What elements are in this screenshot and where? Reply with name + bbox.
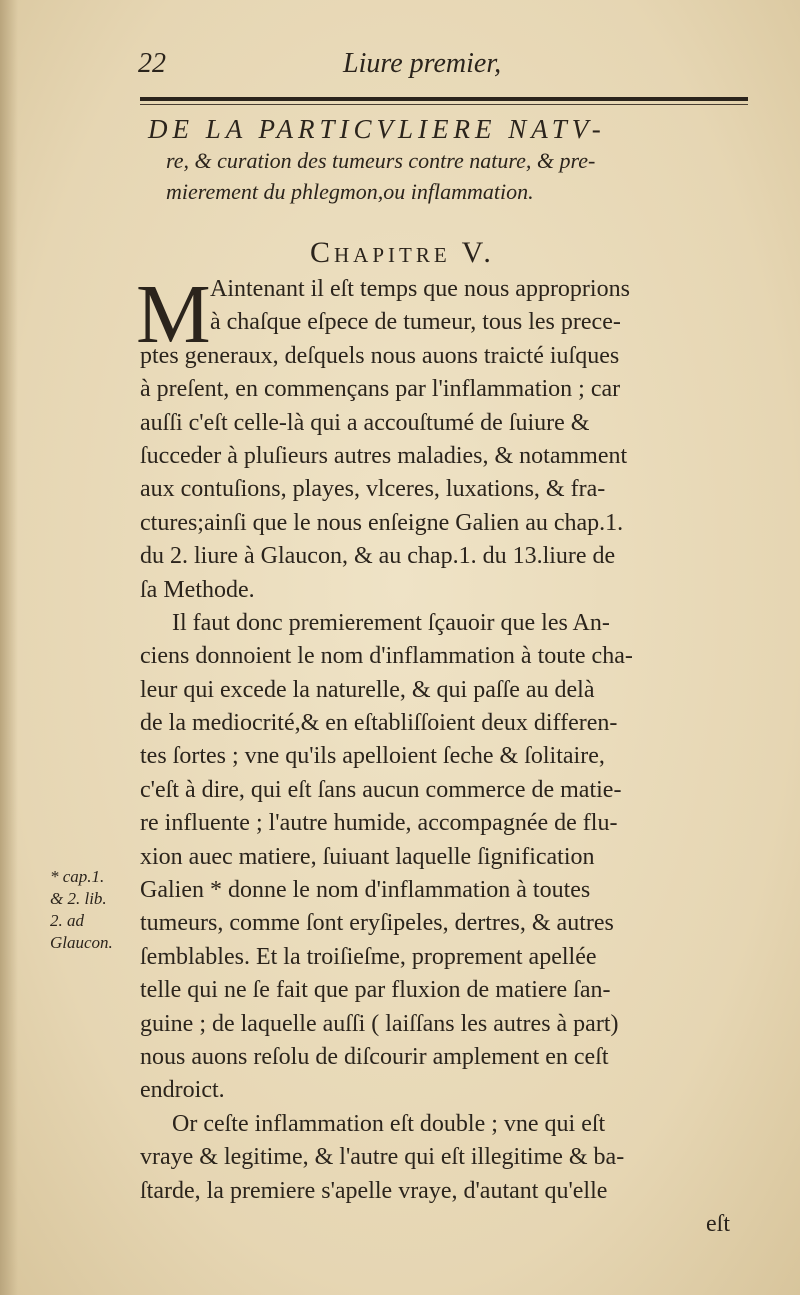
text-line: leur qui excede la naturelle, & qui paſſe au delà [140,676,595,703]
text-line: aux contuſions, playes, vlceres, luxations, & fra- [140,476,606,503]
text-line: endroict. [140,1077,225,1104]
text-line: du 2. liure à Glaucon, & au chap.1. du 13.liure de [140,543,616,570]
text-line: ctures;ainſi que le nous enſeigne Galien au chap.1. [140,509,624,536]
margin-note-line: * cap.1. [50,867,105,886]
text-line: re influente ; l'autre humide, accompagnée de flu- [140,810,618,837]
page-gutter-shadow [0,0,18,1295]
text-line: nous auons reſolu de diſcourir amplement en ceſt [140,1043,609,1070]
text-line: telle qui ne ſe fait que par fluxion de matiere ſan- [140,977,611,1004]
text-line: xion auec matiere, ſuiuant laquelle ſignification [140,843,595,870]
text-line: ſtarde, la premiere s'apelle vraye, d'autant qu'elle [140,1177,608,1204]
body-text [140,273,760,1241]
text-line: Galien * donne le nom d'inflammation à toutes [140,877,591,904]
page-number: 22 [138,48,166,79]
text-line: ſa Methode. [140,576,255,603]
text-line: vraye & legitime, & l'autre qui eſt illegitime & ba- [140,1144,625,1171]
section-title-line-2: re, & curation des tumeurs contre nature, & pre- [166,148,596,173]
section-title-line-3: mierement du phlegmon,ou inflammation. [166,179,534,204]
text-line: auſſi c'eſt celle-là qui a accouſtumé de ſuiure & [140,409,590,436]
running-head: Liure premier, [343,48,502,79]
text-line: c'eſt à dire, qui eſt ſans aucun commerce de matie- [140,776,622,803]
page-header [138,48,748,88]
header-rule [140,97,748,101]
text-line: à chaſque eſpece de tumeur, tous les prece- [210,309,621,336]
section-title [140,114,748,207]
text-line: Aintenant il eſt temps que nous approprions [210,276,630,302]
text-line: ciens donnoient le nom d'inflammation à toute cha- [140,643,633,670]
section-title-caps: DE LA PARTICVLIERE NATV- [148,114,606,144]
text-line: ſucceder à pluſieurs autres maladies, & notamment [140,442,628,469]
margin-note-line: Glaucon. [50,933,113,952]
chapter-heading: Chapitre V. [310,236,495,269]
text-line: Il faut donc premierement ſçauoir que les An- [172,609,610,636]
text-line: guine ; de laquelle auſſi ( laiſſans les autres à part) [140,1010,619,1037]
header-rule-thin [140,104,748,105]
text-line: ſemblables. Et la troiſieſme, proprement apellée [140,943,597,970]
text-line: de la mediocrité,& en eſtabliſſoient deux differen- [140,710,618,737]
text-line: tes ſortes ; vne qu'ils apelloient ſeche & ſolitaire, [140,743,605,770]
text-line: tumeurs, comme ſont eryſipeles, dertres, & autres [140,910,614,937]
catchword: eſt [706,1210,730,1237]
text-line: ptes generaux, deſquels nous auons traicté iuſques [140,342,620,369]
margin-note-line: & 2. lib. [50,889,107,908]
margin-note-line: 2. ad [50,911,84,930]
margin-note [50,866,140,954]
text-line: Or ceſte inflammation eſt double ; vne qui eſt [172,1110,606,1137]
text-line: à preſent, en commençans par l'inflammation ; car [140,376,621,403]
drop-cap: M [136,268,211,361]
